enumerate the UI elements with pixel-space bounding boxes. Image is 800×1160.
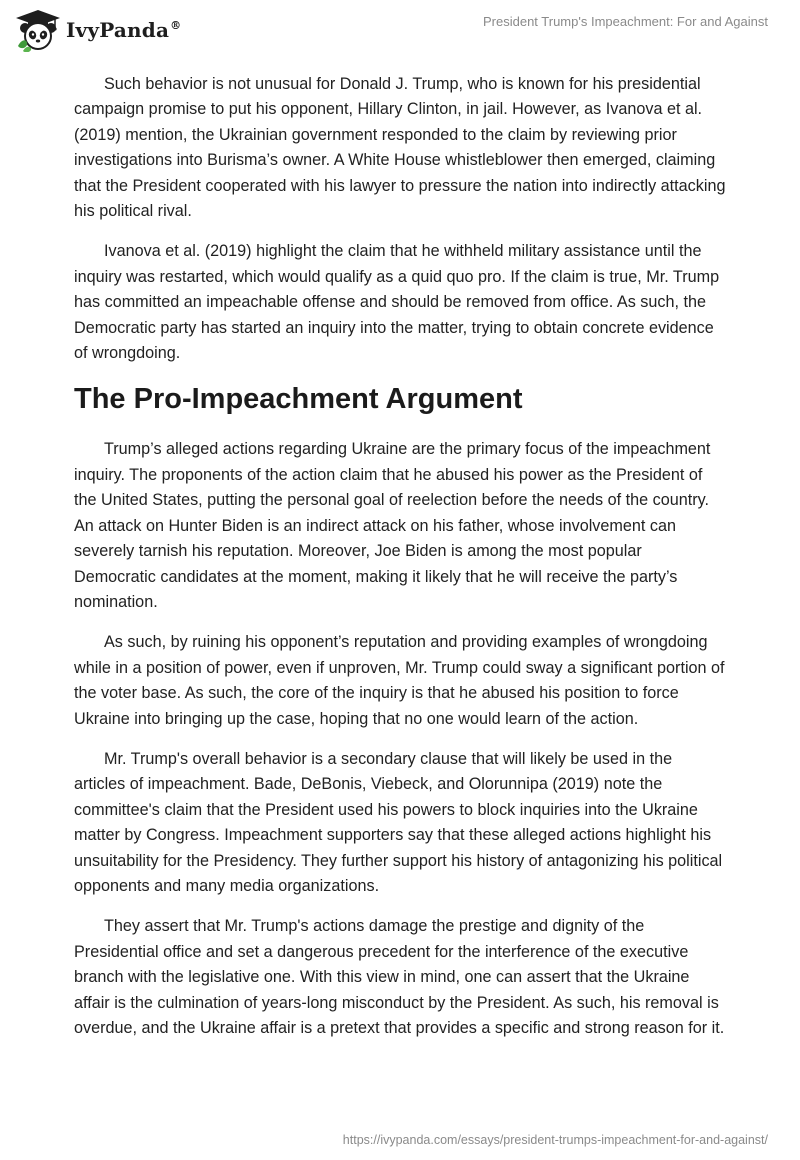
paragraph: Ivanova et al. (2019) highlight the claim that he withheld military assistance until the inquiry was restarted, which would qualify as a quid quo pro. If the claim is true, Mr. Trump has committed an impeachable offense and should be removed from office. As such, the Democratic party has started an inquiry into the matter, trying to obtain concrete evidence of wrongdoing.: [74, 242, 720, 363]
paragraph: Trump’s alleged actions regarding Ukraine are the primary focus of the impeachment inquiry. The proponents of the action claim that he abused his power as the President of the United States, putting the personal goal of reelection before the needs of the country. An attack on Hunter Biden is an indirect attack on his father, whose involvement can severely tarnish his reputation. Moreover, Joe Biden is among the most popular Democratic candidates at the moment, making it likely that he will receive the party’s nomination.: [74, 440, 711, 611]
paragraph: As such, by ruining his opponent’s reputation and providing examples of wrongdoing while in a position of power, even if unproven, Mr. Trump could sway a significant portion of the voter base. As such, the core of the inquiry is that he abused his position to force Ukraine into bringing up the case, hoping that no one would learn of the action.: [74, 633, 725, 728]
document-title: President Trump's Impeachment: For and Against: [482, 14, 768, 29]
paragraph: They assert that Mr. Trump's actions damage the prestige and dignity of the Presidential office and set a dangerous precedent for the interference of the executive branch with the legislative one. With this view in mind, one can assert that the Ukraine affair is the culmination of years-long misconduct by the President. As such, his removal is overdue, and the Ukraine affair is a pretext that provides a specific and strong reason for it.: [74, 917, 725, 1037]
panda-graduation-cap-icon: [14, 8, 62, 52]
paragraph: Mr. Trump's overall behavior is a secondary clause that will likely be used in the articles of impeachment. Bade, DeBonis, Viebeck, and Olorunnipa (2019) note the committee's claim that the President used his powers to block inquiries into the Ukraine matter by Congress. Impeachment supporters say that these alleged actions highlight his unsuitability for the Presidency. They further support his history of antagonizing his political opponents and many media organizations.: [74, 749, 723, 895]
ivypanda-logo[interactable]: [14, 8, 181, 52]
paragraph: Such behavior is not unusual for Donald J. Trump, who is known for his presidential campaign promise to put his opponent, Hillary Clinton, in jail. However, as Ivanova et al. (2019) mention, the Ukrainian government responded to the claim by reviewing prior investigations into Burisma’s owner. A White House whistleblower then emerged, claiming that the President cooperated with his lawyer to pressure the nation into indirectly attacking his political rival.: [74, 75, 726, 221]
registered-mark: ®: [170, 19, 182, 33]
page-header: [0, 0, 800, 60]
essay-body: [74, 72, 726, 1056]
source-url[interactable]: https://ivypanda.com/essays/president-trumps-impeachment-for-and-against/: [342, 1133, 768, 1147]
section-heading: The Pro-Impeachment Argument: [74, 383, 523, 416]
brand-name: IvyPanda®: [66, 18, 182, 42]
